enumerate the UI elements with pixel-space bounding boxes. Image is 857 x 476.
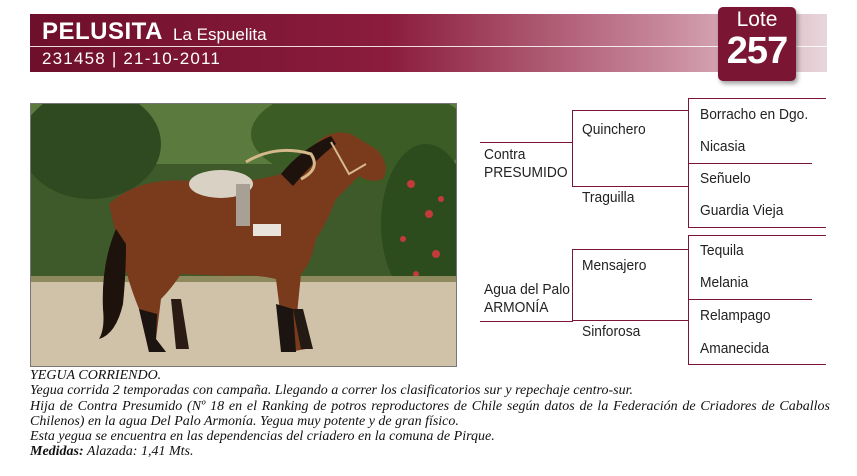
- description-measures: [30, 444, 830, 459]
- header-divider: [30, 46, 827, 47]
- gg5-line: [688, 235, 826, 236]
- description-location: Esta yegua se encuentra en las dependencias del criadero en la comuna de Pirque.: [30, 429, 495, 445]
- dam-name: [484, 281, 570, 317]
- dam-line: [480, 321, 573, 322]
- horse-name: PELUSITA: [42, 18, 163, 45]
- lot-badge: [718, 7, 796, 81]
- horse-photo-image: [31, 104, 456, 366]
- measures-label: Medidas:: [30, 444, 84, 460]
- gg3-name: Señuelo: [700, 170, 751, 187]
- registration-date: 231458 | 21-10-2011: [42, 49, 222, 68]
- gg5-name: Tequila: [700, 242, 744, 259]
- horse-photo: [30, 103, 457, 367]
- sd-bracket: [688, 163, 689, 227]
- measures-value: Alazada: 1,41 Mts.: [83, 444, 194, 460]
- gg4-line: [688, 227, 826, 228]
- description: [30, 368, 830, 460]
- dam-sire-line: [572, 249, 689, 250]
- sire-main: PRESUMIDO: [484, 164, 568, 181]
- sire-line: [480, 142, 573, 143]
- lot-number: 257: [726, 30, 788, 72]
- sire-bracket: [572, 110, 573, 186]
- ss-bracket: [688, 98, 689, 163]
- gg2-line: [688, 163, 812, 164]
- sire-dam-line: [572, 186, 689, 187]
- dam-main: ARMONÍA: [484, 299, 549, 316]
- description-lineage: Hija de Contra Presumido (Nº 18 en el Ranking de potros reproductores de Chile según datos de la Federación de Criadores de Caballos Chilenos) en la agua Del Palo Armonía. Yegua muy potente y de gran físico.: [30, 398, 830, 429]
- sire-sire-name: Quinchero: [582, 121, 646, 138]
- dam-prefix: Agua del Palo: [484, 281, 570, 298]
- sire-name: [484, 146, 568, 182]
- ds-bracket: [688, 235, 689, 299]
- breeder-name: La Espuelita: [173, 25, 267, 44]
- gg4-name: Guardia Vieja: [700, 202, 784, 219]
- gg6-line: [688, 299, 812, 300]
- gg8-line: [688, 364, 826, 365]
- description-campaign: Yegua corrida 2 temporadas con campaña. Llegando a correr los clasificatorios sur y repechaje centro-sur.: [30, 383, 633, 399]
- sire-prefix: Contra: [484, 146, 526, 163]
- sire-dam-name: Traguilla: [582, 189, 635, 206]
- gg2-name: Nicasia: [700, 138, 746, 155]
- gg6-name: Melania: [700, 274, 749, 291]
- header-banner: [30, 14, 827, 72]
- sire-sire-line: [572, 110, 689, 111]
- dam-bracket: [572, 249, 573, 320]
- gg8-name: Amanecida: [700, 340, 770, 357]
- gg1-line: [688, 98, 826, 99]
- dam-sire-name: Mensajero: [582, 257, 647, 274]
- dam-dam-name: Sinforosa: [582, 323, 641, 340]
- lot-label: Lote: [736, 8, 778, 31]
- dam-dam-line: [572, 320, 689, 321]
- description-title: YEGUA CORRIENDO.: [30, 368, 162, 383]
- gg7-name: Relampago: [700, 307, 771, 324]
- dd-bracket: [688, 299, 689, 364]
- gg1-name: Borracho en Dgo.: [700, 106, 809, 123]
